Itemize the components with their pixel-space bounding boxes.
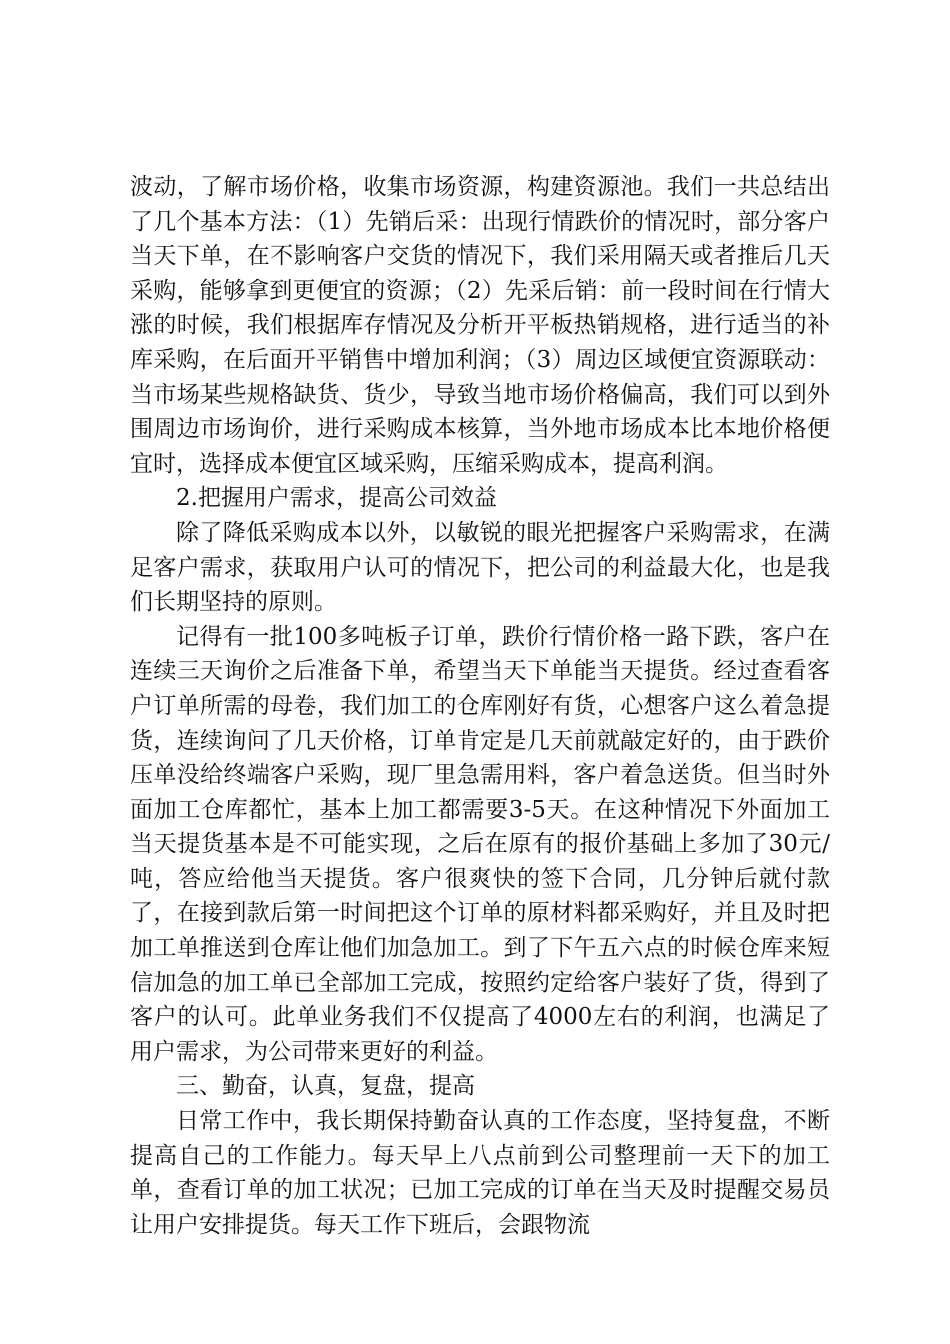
section-heading-user-needs: 2.把握用户需求，提高公司效益 xyxy=(176,485,497,512)
paragraph-user-needs-intro: 除了降低采购成本以外，以敏锐的眼光把握客户采购需求，在满足客户需求，获取用户认可的情况下，把公司的利益最大化，也是我们长期坚持的原则。 xyxy=(130,519,830,616)
paragraph-daily-work: 日常工作中，我长期保持勤奋认真的工作态度，坚持复盘，不断提高自己的工作能力。每天早上八点前到公司整理前一天下的加工单，查看订单的加工状况；已加工完成的订单在当天及时提醒交易员让用户安排提货。每天工作下班后，会跟物流 xyxy=(130,1108,830,1238)
paragraph-order-example: 记得有一批100多吨板子订单，跌价行情价格一路下跌，客户在连续三天询价之后准备下单，希望当天下单能当天提货。经过查看客户订单所需的母卷，我们加工的仓库刚好有货，心想客户这么着急提货，连续询问了几天价格，订单肯定是几天前就敲定好的，由于跌价压单没给终端客户采购，现厂里急需用料，客户着急送货。但当时外面加工仓库都忙，基本上加工都需要3-5天。在这种情况下外面加工当天提货基本是不可能实现，之后在原有的报价基础上多加了30元/吨，答应给他当天提货。客户很爽快的签下合同，几分钟后就付款了，在接到款后第一时间把这个订单的原材料都采购好，并且及时把加工单推送到仓库让他们加急加工。到了下午五六点的时候仓库来短信加急的加工单已全部加工完成，按照约定给客户装好了货，得到了客户的认可。此单业务我们不仅提高了4000左右的利润，也满足了用户需求，为公司带来更好的利益。 xyxy=(130,623,830,1065)
document-body xyxy=(130,170,830,1242)
section-heading-diligence: 三、勤奋，认真，复盘，提高 xyxy=(176,1073,475,1100)
paragraph-purchasing-methods: 波动，了解市场价格，收集市场资源，构建资源池。我们一共总结出了几个基本方法：（1）先销后采：出现行情跌价的情况时，部分客户当天下单，在不影响客户交货的情况下，我们采用隔天或者推后几天采购，能够拿到更便宜的资源；（2）先采后销：前一段时间在行情大涨的时候，我们根据库存情况及分析开平板热销规格，进行适当的补库采购，在后面开平销售中增加利润；（3）周边区域便宜资源联动：当市场某些规格缺货、货少，导致当地市场价格偏高，我们可以到外围周边市场询价，进行采购成本核算，当外地市场成本比本地价格便宜时，选择成本便宜区域采购，压缩采购成本，提高利润。 xyxy=(130,174,830,477)
